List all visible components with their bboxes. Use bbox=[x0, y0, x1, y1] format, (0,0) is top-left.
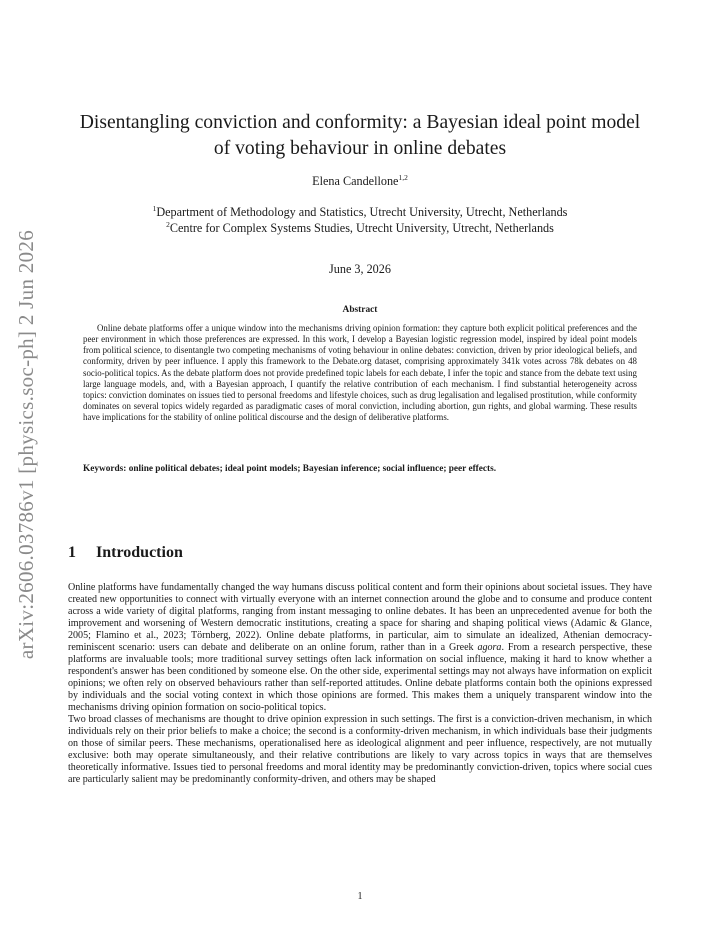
abstract-text: Online debate platforms offer a unique window into the mechanisms driving opinion formation: they capture both explicit political preferences and the peer environment in which those preferences are expressed. In this work, I develop a Bayesian logistic regression model, inspired by ideal point models from political science, to disentangle two competing mechanisms of voting behaviour in online debates: conviction, driven by prior ideological beliefs, and conformity, driven by peer influence. I apply this framework to the Debate.org dataset, comprising approximately 341k votes across 78k debates on 48 socio-political topics. As the debate platform does not provide predefined topic labels for each debate, I infer the topic and stance from the debate text using large language models, and, with a Bayesian approach, I quantify the relative contribution of each mechanism. I find substantial heterogeneity across topics: conviction dominates on issues tied to personal freedoms and lifestyle choices, such as drug legalisation and legalised prostitution, while conformity dominates on several topics widely regarded as paradigmatic cases of moral conviction, including abortion, gun rights, and global warming. These results have implications for the stability of online political discourse and the design of deliberative platforms. bbox=[83, 323, 637, 423]
paragraph-1-italic: agora bbox=[477, 642, 502, 654]
affiliation-text: Centre for Complex Systems Studies, Utrecht University, Utrecht, Netherlands bbox=[169, 221, 554, 235]
keywords: Keywords: online political debates; ideal point models; Bayesian inference; social influence; peer effects. bbox=[83, 464, 497, 474]
page-number: 1 bbox=[357, 891, 363, 902]
affiliation-mark: 2 bbox=[166, 220, 170, 229]
author-affiliation-marks: 1,2 bbox=[398, 173, 408, 182]
affiliation-text: Department of Methodology and Statistics, Utrecht University, Utrecht, Netherlands bbox=[156, 205, 568, 219]
affiliations bbox=[68, 204, 652, 236]
section-number: 1 bbox=[68, 544, 76, 561]
body-paragraph-1 bbox=[68, 582, 652, 715]
affiliation-1 bbox=[68, 204, 652, 220]
author-name: Elena Candellone bbox=[312, 174, 399, 188]
title-line-1: Disentangling conviction and conformity: a Bayesian ideal point model bbox=[79, 112, 641, 133]
paragraph-1-part-2: . From a research perspective, these platforms are invaluable tools; more traditional survey settings often lack information on social influence, making it hard to know whether a respondent's answer has been conditioned by someone else. On the other side, experimental settings may not always have information on explicit opinions; we often rely on observed behaviours rather than self-reported attitudes. Online debate platforms contain both the opinions expressed by individuals and the social voting context in which those opinions are formed. This makes them a uniquely transparent window into the mechanisms driving opinion formation on socio-political topics. bbox=[68, 642, 652, 714]
paragraph-1-part-1: Online platforms have fundamentally changed the way humans discuss political content and form their opinions about societal issues. They have created new opportunities to connect with virtually everyone with an internet connection around the globe and to consume and produce content across a wide variety of digital platforms, ranging from instant messaging to online debates. It has been an unprecedented avenue for both the improvement and worsening of Western democratic institutions, creating a space for sharing and shaping political views (Adamic & Glance, 2005; Flamino et al., 2023; Törnberg, 2022). Online debate platforms, in particular, aim to simulate an idealized, Athenian democracy-reminiscent scenario: users can debate and deliberate on an online forum, rather than in a Greek bbox=[68, 582, 652, 654]
affiliation-mark: 1 bbox=[152, 204, 157, 213]
author-line bbox=[68, 174, 652, 189]
arxiv-identifier: arXiv:2606.03786v1 [physics.soc-ph] 2 Jun 2026 bbox=[14, 230, 38, 660]
section-title: Introduction bbox=[96, 544, 183, 561]
body-paragraph-2: Two broad classes of mechanisms are thought to drive opinion expression in such settings. The first is a conviction-driven mechanism, in which individuals rely on their prior beliefs to make a choice; the second is a conformity-driven mechanism, in which individuals base their judgments on those of similar peers. These mechanisms, operationalised here as ideological alignment and peer influence, respectively, are not mutually exclusive: both may operate simultaneously, and their relative contributions are likely to vary across topics in ways that are themselves theoretically informative. Issues tied to personal freedoms and moral identity may be predominantly conviction-driven, topics where social cues are particularly salient may be predominantly conformity-driven, and others may be shaped bbox=[68, 714, 652, 786]
abstract-heading: Abstract bbox=[342, 305, 378, 315]
section-heading bbox=[68, 544, 652, 562]
affiliation-2 bbox=[68, 220, 652, 236]
paper-title bbox=[68, 110, 652, 162]
title-line-2: of voting behaviour in online debates bbox=[213, 138, 507, 159]
paper-date: June 3, 2026 bbox=[329, 262, 391, 276]
